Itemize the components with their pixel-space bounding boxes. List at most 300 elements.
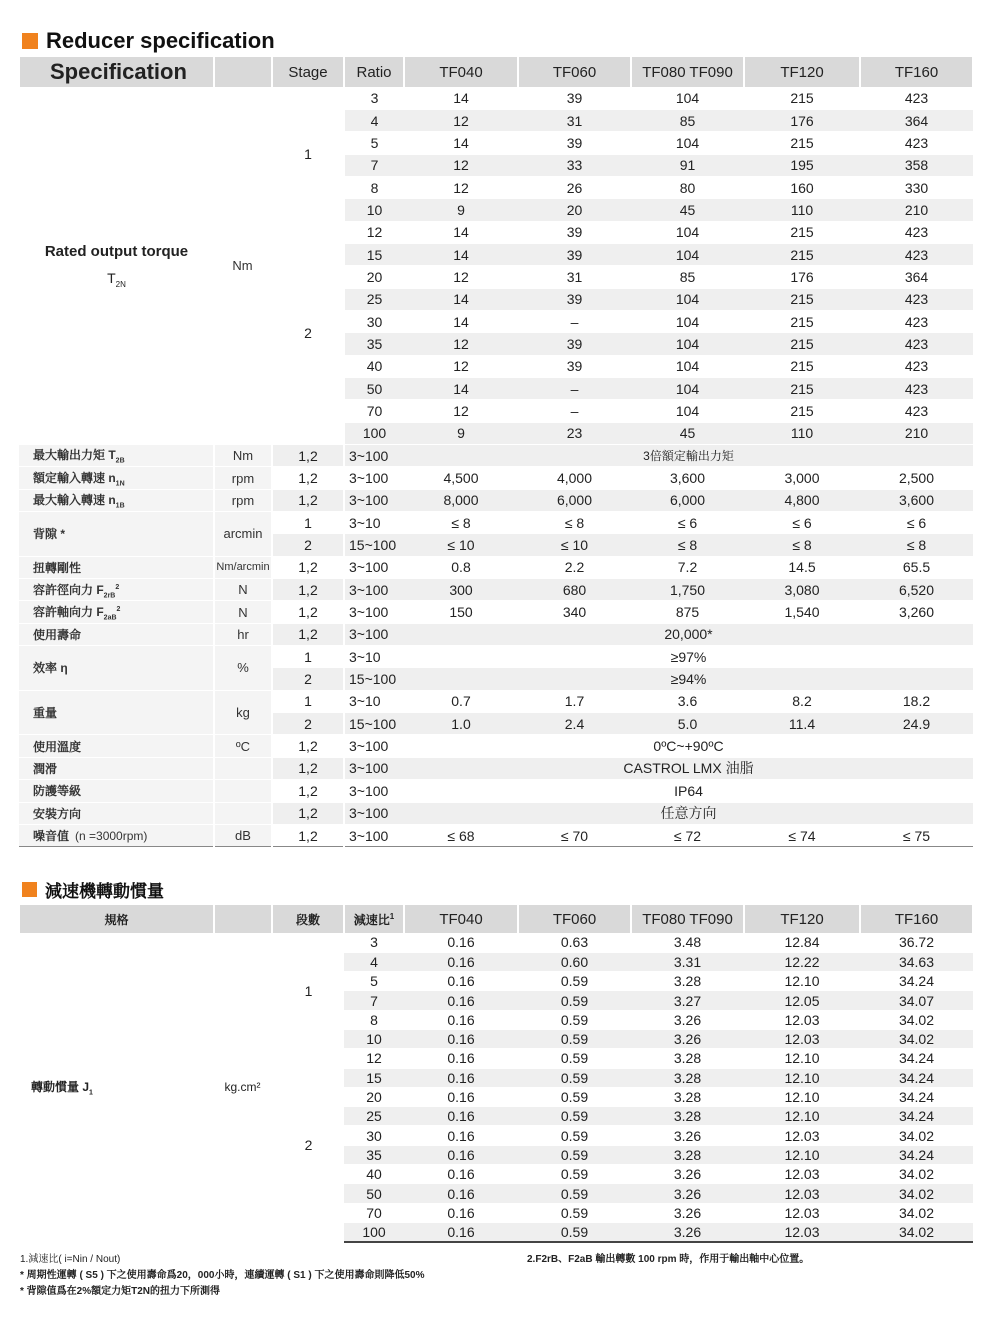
temperature-unit: ºC bbox=[214, 735, 272, 757]
inertia-value: 3.26 bbox=[631, 1203, 744, 1222]
torque-value: 20 bbox=[518, 199, 631, 221]
inertia-value: 0.60 bbox=[518, 952, 631, 971]
inertia-value: 3.27 bbox=[631, 991, 744, 1010]
torque-unit: Nm bbox=[214, 87, 272, 445]
axial-force-label bbox=[19, 601, 214, 623]
orange-square-icon bbox=[22, 882, 37, 897]
header-stage: Stage bbox=[272, 57, 344, 87]
weight-value: 1.0 bbox=[404, 713, 518, 735]
torque-value: 14 bbox=[404, 288, 518, 310]
inertia-value: 3.28 bbox=[631, 1049, 744, 1068]
torque-value: 215 bbox=[744, 132, 860, 154]
header-tf060: TF060 bbox=[518, 57, 631, 87]
inertia-value: 12.03 bbox=[744, 1010, 860, 1029]
torque-value: 330 bbox=[860, 176, 973, 198]
inertia-value: 12.84 bbox=[744, 933, 860, 952]
efficiency-label bbox=[19, 646, 214, 691]
note-service-life: * 周期性運轉 ( S5 ) 下之使用壽命爲20，000小時，連續運轉 ( S1 ) 下之使用壽命則降低50% bbox=[20, 1270, 425, 1281]
torque-label-cell bbox=[19, 87, 214, 445]
torque-value: 423 bbox=[860, 221, 973, 243]
ratio-cell: 3 bbox=[344, 933, 404, 952]
ratio-cell: 30 bbox=[344, 1126, 404, 1145]
header-tf060: TF060 bbox=[518, 905, 631, 933]
inertia-value: 0.16 bbox=[404, 933, 518, 952]
torque-value: 423 bbox=[860, 87, 973, 109]
max-torque-label-text: 最大輸出力矩 T bbox=[33, 448, 116, 463]
weight-value: 8.2 bbox=[744, 690, 860, 712]
inertia-value: 12.10 bbox=[744, 1107, 860, 1126]
stage-cell: 2 bbox=[272, 1049, 344, 1242]
inertia-label-sub: 1 bbox=[89, 1089, 93, 1097]
inertia-value: 0.16 bbox=[404, 972, 518, 991]
axial-force-label-sup: 2 bbox=[116, 605, 121, 613]
stiffness-stage: 1,2 bbox=[272, 556, 344, 578]
inertia-value: 0.16 bbox=[404, 1126, 518, 1145]
efficiency-label-text: 效率 η bbox=[33, 661, 68, 676]
note-radial-axial-force: 2.F2rB、F2aB 輸出轉數 100 rpm 時，作用于輸出軸中心位置。 bbox=[527, 1254, 810, 1265]
torque-value: 31 bbox=[518, 266, 631, 288]
torque-value: 110 bbox=[744, 199, 860, 221]
ratio-cell: 15 bbox=[344, 243, 404, 265]
torque-value: 423 bbox=[860, 243, 973, 265]
noise-row bbox=[19, 824, 973, 846]
header-specification: Specification bbox=[19, 57, 214, 87]
mounting-value: 任意方向 bbox=[404, 802, 973, 824]
inertia-header-row bbox=[19, 905, 973, 933]
torque-value: 215 bbox=[744, 310, 860, 332]
torque-value: 12 bbox=[404, 109, 518, 131]
ratio-cell: 5 bbox=[344, 972, 404, 991]
inertia-value: 0.59 bbox=[518, 1029, 631, 1048]
specification-table bbox=[18, 57, 974, 847]
ratio-cell: 20 bbox=[344, 1087, 404, 1106]
inertia-value: 34.02 bbox=[860, 1010, 973, 1029]
mounting-stage: 1,2 bbox=[272, 802, 344, 824]
radial-force-value: 680 bbox=[518, 579, 631, 601]
inertia-value: 12.03 bbox=[744, 1222, 860, 1241]
weight-ratio: 3~10 bbox=[344, 690, 404, 712]
max-speed-label bbox=[19, 489, 214, 511]
backlash-value: ≤ 10 bbox=[518, 534, 631, 556]
rated-speed-unit: rpm bbox=[214, 467, 272, 489]
inertia-value: 0.59 bbox=[518, 1184, 631, 1203]
noise-stage: 1,2 bbox=[272, 824, 344, 846]
noise-unit: dB bbox=[214, 824, 272, 846]
ratio-cell: 8 bbox=[344, 176, 404, 198]
inertia-value: 0.59 bbox=[518, 1049, 631, 1068]
ratio-cell: 35 bbox=[344, 1145, 404, 1164]
ratio-cell: 8 bbox=[344, 1010, 404, 1029]
inertia-value: 0.59 bbox=[518, 1165, 631, 1184]
inertia-value: 3.31 bbox=[631, 952, 744, 971]
temperature-stage: 1,2 bbox=[272, 735, 344, 757]
stiffness-value: 65.5 bbox=[860, 556, 973, 578]
inertia-value: 0.59 bbox=[518, 1010, 631, 1029]
note-backlash: * 背隙值爲在2%額定力矩T2N的扭力下所測得 bbox=[20, 1286, 221, 1297]
inertia-value: 0.16 bbox=[404, 1010, 518, 1029]
header-ratio bbox=[344, 905, 404, 933]
inertia-value: 3.28 bbox=[631, 972, 744, 991]
rated-speed-value: 2,500 bbox=[860, 467, 973, 489]
inertia-value: 34.02 bbox=[860, 1222, 973, 1241]
weight-value: 18.2 bbox=[860, 690, 973, 712]
header-ratio-text: 減速比 bbox=[353, 912, 390, 927]
backlash-unit: arcmin bbox=[214, 512, 272, 557]
inertia-value: 0.59 bbox=[518, 972, 631, 991]
stiffness-label bbox=[19, 556, 214, 578]
rated-speed-stage: 1,2 bbox=[272, 467, 344, 489]
inertia-value: 0.59 bbox=[518, 1107, 631, 1126]
ratio-cell: 7 bbox=[344, 991, 404, 1010]
axial-force-value: 150 bbox=[404, 601, 518, 623]
ratio-cell: 15 bbox=[344, 1068, 404, 1087]
axial-force-label-text: 容許軸向力 F bbox=[33, 604, 104, 619]
weight-label bbox=[19, 690, 214, 735]
backlash-label-text: 背隙 * bbox=[33, 527, 66, 542]
max-torque-unit: Nm bbox=[214, 445, 272, 467]
inertia-value: 0.59 bbox=[518, 1203, 631, 1222]
spec-header-row bbox=[19, 57, 973, 87]
header-tf080-tf090: TF080 TF090 bbox=[631, 57, 744, 87]
torque-value: – bbox=[518, 377, 631, 399]
backlash-ratio: 3~10 bbox=[344, 512, 404, 534]
inertia-value: 12.22 bbox=[744, 952, 860, 971]
torque-value: 364 bbox=[860, 266, 973, 288]
rated-speed-row bbox=[19, 467, 973, 489]
ratio-cell: 50 bbox=[344, 1184, 404, 1203]
stage-cell: 2 bbox=[272, 221, 344, 444]
radial-force-value: 3,080 bbox=[744, 579, 860, 601]
inertia-value: 34.02 bbox=[860, 1203, 973, 1222]
stiffness-row bbox=[19, 556, 973, 578]
protection-label bbox=[19, 780, 214, 802]
torque-value: 176 bbox=[744, 266, 860, 288]
protection-row bbox=[19, 780, 973, 802]
mounting-label bbox=[19, 802, 214, 824]
noise-value: ≤ 74 bbox=[744, 824, 860, 846]
torque-value: 358 bbox=[860, 154, 973, 176]
inertia-value: 3.28 bbox=[631, 1145, 744, 1164]
efficiency-ratio: 15~100 bbox=[344, 668, 404, 690]
ratio-cell: 4 bbox=[344, 109, 404, 131]
backlash-value: ≤ 6 bbox=[860, 512, 973, 534]
torque-value: – bbox=[518, 310, 631, 332]
radial-force-row bbox=[19, 579, 973, 601]
backlash-label bbox=[19, 512, 214, 557]
inertia-value: 34.63 bbox=[860, 952, 973, 971]
inertia-value: 34.02 bbox=[860, 1165, 973, 1184]
ratio-cell: 40 bbox=[344, 355, 404, 377]
torque-value: 12 bbox=[404, 400, 518, 422]
protection-unit bbox=[214, 780, 272, 802]
header-tf160: TF160 bbox=[860, 905, 973, 933]
radial-force-label-sup: 2 bbox=[115, 583, 120, 591]
header-unit bbox=[214, 905, 272, 933]
inertia-value: 12.10 bbox=[744, 1049, 860, 1068]
weight-value: 1.7 bbox=[518, 690, 631, 712]
inertia-label-cell bbox=[19, 933, 214, 1242]
inertia-value: 3.26 bbox=[631, 1165, 744, 1184]
torque-value: 12 bbox=[404, 176, 518, 198]
weight-unit: kg bbox=[214, 690, 272, 735]
inertia-value: 0.16 bbox=[404, 1184, 518, 1203]
torque-value: 12 bbox=[404, 333, 518, 355]
noise-ratio: 3~100 bbox=[344, 824, 404, 846]
weight-stage: 2 bbox=[272, 713, 344, 735]
protection-stage: 1,2 bbox=[272, 780, 344, 802]
ratio-cell: 4 bbox=[344, 952, 404, 971]
mounting-unit bbox=[214, 802, 272, 824]
efficiency-value: ≥94% bbox=[404, 668, 973, 690]
torque-value: 33 bbox=[518, 154, 631, 176]
header-spec: 規格 bbox=[19, 905, 214, 933]
torque-value: 104 bbox=[631, 310, 744, 332]
torque-value: 39 bbox=[518, 355, 631, 377]
axial-force-label-sub: 2aB bbox=[103, 614, 117, 622]
inertia-value: 3.26 bbox=[631, 1029, 744, 1048]
inertia-value: 0.59 bbox=[518, 1222, 631, 1241]
inertia-value: 3.48 bbox=[631, 933, 744, 952]
ratio-cell: 12 bbox=[344, 1049, 404, 1068]
header-tf040: TF040 bbox=[404, 905, 518, 933]
torque-value: 45 bbox=[631, 199, 744, 221]
inertia-value: 0.59 bbox=[518, 991, 631, 1010]
noise-value: ≤ 70 bbox=[518, 824, 631, 846]
inertia-value: 0.16 bbox=[404, 1203, 518, 1222]
efficiency-stage: 1 bbox=[272, 646, 344, 668]
inertia-value: 0.16 bbox=[404, 1145, 518, 1164]
lubrication-row bbox=[19, 757, 973, 779]
radial-force-value: 6,520 bbox=[860, 579, 973, 601]
torque-value: 12 bbox=[404, 266, 518, 288]
header-tf120: TF120 bbox=[744, 905, 860, 933]
torque-value: 104 bbox=[631, 377, 744, 399]
header-tf120: TF120 bbox=[744, 57, 860, 87]
max-speed-ratio: 3~100 bbox=[344, 489, 404, 511]
torque-value: 215 bbox=[744, 87, 860, 109]
torque-symbol bbox=[19, 270, 214, 289]
backlash-value: ≤ 8 bbox=[744, 534, 860, 556]
rated-speed-value: 3,600 bbox=[631, 467, 744, 489]
lubrication-stage: 1,2 bbox=[272, 757, 344, 779]
axial-force-ratio: 3~100 bbox=[344, 601, 404, 623]
notes-left bbox=[20, 1252, 425, 1300]
efficiency-row bbox=[19, 646, 973, 668]
radial-force-label bbox=[19, 579, 214, 601]
lubrication-unit bbox=[214, 757, 272, 779]
ratio-cell: 20 bbox=[344, 266, 404, 288]
inertia-value: 0.16 bbox=[404, 1107, 518, 1126]
max-speed-label-sub: 1B bbox=[115, 502, 125, 510]
noise-label-text: 噪音值 bbox=[33, 829, 70, 844]
ratio-cell: 25 bbox=[344, 288, 404, 310]
inertia-value: 12.03 bbox=[744, 1126, 860, 1145]
weight-row bbox=[19, 690, 973, 712]
lubrication-label bbox=[19, 757, 214, 779]
backlash-value: ≤ 10 bbox=[404, 534, 518, 556]
temperature-label-text: 使用溫度 bbox=[33, 739, 82, 754]
rated-speed-value: 4,500 bbox=[404, 467, 518, 489]
inertia-value: 34.24 bbox=[860, 1145, 973, 1164]
mounting-ratio: 3~100 bbox=[344, 802, 404, 824]
inertia-value: 34.24 bbox=[860, 1107, 973, 1126]
axial-force-unit: N bbox=[214, 601, 272, 623]
noise-label-extra: (n =3000rpm) bbox=[75, 829, 148, 844]
weight-value: 3.6 bbox=[631, 690, 744, 712]
torque-value: 80 bbox=[631, 176, 744, 198]
torque-value: 215 bbox=[744, 400, 860, 422]
torque-value: 85 bbox=[631, 109, 744, 131]
torque-value: 215 bbox=[744, 288, 860, 310]
torque-value: 215 bbox=[744, 221, 860, 243]
torque-value: 104 bbox=[631, 243, 744, 265]
section-title-specification bbox=[22, 28, 275, 54]
inertia-value: 12.10 bbox=[744, 1068, 860, 1087]
ratio-cell: 70 bbox=[344, 400, 404, 422]
ratio-cell: 5 bbox=[344, 132, 404, 154]
rated-speed-label bbox=[19, 467, 214, 489]
lubrication-label-text: 潤滑 bbox=[33, 761, 58, 776]
temperature-row bbox=[19, 735, 973, 757]
backlash-value: ≤ 8 bbox=[518, 512, 631, 534]
inertia-value: 0.16 bbox=[404, 1222, 518, 1241]
stiffness-value: 0.8 bbox=[404, 556, 518, 578]
inertia-value: 34.24 bbox=[860, 1087, 973, 1106]
torque-value: 104 bbox=[631, 221, 744, 243]
torque-value: 104 bbox=[631, 400, 744, 422]
inertia-value: 3.26 bbox=[631, 1010, 744, 1029]
torque-value: 210 bbox=[860, 422, 973, 444]
noise-value: ≤ 72 bbox=[631, 824, 744, 846]
max-torque-row bbox=[19, 445, 973, 467]
efficiency-stage: 2 bbox=[272, 668, 344, 690]
noise-value: ≤ 68 bbox=[404, 824, 518, 846]
torque-label: Rated output torque bbox=[44, 242, 189, 260]
header-ratio: Ratio bbox=[344, 57, 404, 87]
torque-value: 215 bbox=[744, 333, 860, 355]
weight-value: 5.0 bbox=[631, 713, 744, 735]
torque-value: 45 bbox=[631, 422, 744, 444]
weight-value: 2.4 bbox=[518, 713, 631, 735]
torque-row bbox=[19, 87, 973, 109]
torque-value: 423 bbox=[860, 355, 973, 377]
max-torque-ratio: 3~100 bbox=[344, 445, 404, 467]
backlash-value: ≤ 6 bbox=[631, 512, 744, 534]
mounting-row bbox=[19, 802, 973, 824]
ratio-cell: 3 bbox=[344, 87, 404, 109]
torque-value: 423 bbox=[860, 333, 973, 355]
max-speed-value: 3,600 bbox=[860, 489, 973, 511]
inertia-value: 0.59 bbox=[518, 1126, 631, 1145]
max-torque-stage: 1,2 bbox=[272, 445, 344, 467]
torque-value: 176 bbox=[744, 109, 860, 131]
inertia-value: 34.02 bbox=[860, 1126, 973, 1145]
max-speed-value: 6,000 bbox=[518, 489, 631, 511]
max-torque-label bbox=[19, 445, 214, 467]
stiffness-value: 14.5 bbox=[744, 556, 860, 578]
radial-force-label-sub: 2rB bbox=[103, 591, 116, 599]
stiffness-value: 7.2 bbox=[631, 556, 744, 578]
axial-force-value: 3,260 bbox=[860, 601, 973, 623]
torque-value: 423 bbox=[860, 310, 973, 332]
torque-value: 215 bbox=[744, 355, 860, 377]
radial-force-value: 1,750 bbox=[631, 579, 744, 601]
inertia-value: 12.10 bbox=[744, 1087, 860, 1106]
axial-force-row bbox=[19, 601, 973, 623]
torque-value: 104 bbox=[631, 355, 744, 377]
torque-value: 39 bbox=[518, 288, 631, 310]
torque-value: 91 bbox=[631, 154, 744, 176]
section-title-text: 減速機轉動慣量 bbox=[45, 882, 164, 901]
torque-value: 195 bbox=[744, 154, 860, 176]
torque-value: 104 bbox=[631, 288, 744, 310]
protection-value: IP64 bbox=[404, 780, 973, 802]
backlash-value: ≤ 8 bbox=[631, 534, 744, 556]
torque-value: 14 bbox=[404, 243, 518, 265]
ratio-cell: 100 bbox=[344, 422, 404, 444]
ratio-cell: 35 bbox=[344, 333, 404, 355]
radial-force-unit: N bbox=[214, 579, 272, 601]
torque-value: 423 bbox=[860, 288, 973, 310]
inertia-table bbox=[18, 905, 974, 1243]
torque-symbol-sub: 2N bbox=[115, 279, 126, 289]
ratio-cell: 7 bbox=[344, 154, 404, 176]
stiffness-ratio: 3~100 bbox=[344, 556, 404, 578]
inertia-value: 0.63 bbox=[518, 933, 631, 952]
noise-label bbox=[19, 824, 214, 846]
efficiency-ratio: 3~10 bbox=[344, 646, 404, 668]
torque-value: 14 bbox=[404, 87, 518, 109]
torque-value: 423 bbox=[860, 377, 973, 399]
ratio-cell: 70 bbox=[344, 1203, 404, 1222]
service-life-unit: hr bbox=[214, 623, 272, 645]
max-speed-stage: 1,2 bbox=[272, 489, 344, 511]
efficiency-unit: % bbox=[214, 646, 272, 691]
noise-value: ≤ 75 bbox=[860, 824, 973, 846]
torque-value: 39 bbox=[518, 87, 631, 109]
inertia-row bbox=[19, 933, 973, 952]
inertia-value: 3.26 bbox=[631, 1184, 744, 1203]
temperature-value: 0ºC~+90ºC bbox=[404, 735, 973, 757]
torque-value: 31 bbox=[518, 109, 631, 131]
temperature-ratio: 3~100 bbox=[344, 735, 404, 757]
torque-value: 12 bbox=[404, 154, 518, 176]
stiffness-value: 2.2 bbox=[518, 556, 631, 578]
weight-value: 11.4 bbox=[744, 713, 860, 735]
inertia-unit: kg.cm² bbox=[214, 933, 272, 1242]
ratio-cell: 10 bbox=[344, 1029, 404, 1048]
weight-ratio: 15~100 bbox=[344, 713, 404, 735]
torque-value: 110 bbox=[744, 422, 860, 444]
protection-label-text: 防護等級 bbox=[33, 784, 82, 799]
torque-value: 104 bbox=[631, 132, 744, 154]
rated-speed-ratio: 3~100 bbox=[344, 467, 404, 489]
torque-value: 160 bbox=[744, 176, 860, 198]
torque-value: 85 bbox=[631, 266, 744, 288]
torque-value: 26 bbox=[518, 176, 631, 198]
stage-cell: 1 bbox=[272, 87, 344, 221]
inertia-value: 34.24 bbox=[860, 972, 973, 991]
axial-force-value: 340 bbox=[518, 601, 631, 623]
inertia-value: 3.28 bbox=[631, 1107, 744, 1126]
torque-value: 14 bbox=[404, 221, 518, 243]
inertia-value: 36.72 bbox=[860, 933, 973, 952]
weight-stage: 1 bbox=[272, 690, 344, 712]
orange-square-icon bbox=[22, 33, 38, 49]
service-life-label bbox=[19, 623, 214, 645]
radial-force-ratio: 3~100 bbox=[344, 579, 404, 601]
axial-force-value: 1,540 bbox=[744, 601, 860, 623]
